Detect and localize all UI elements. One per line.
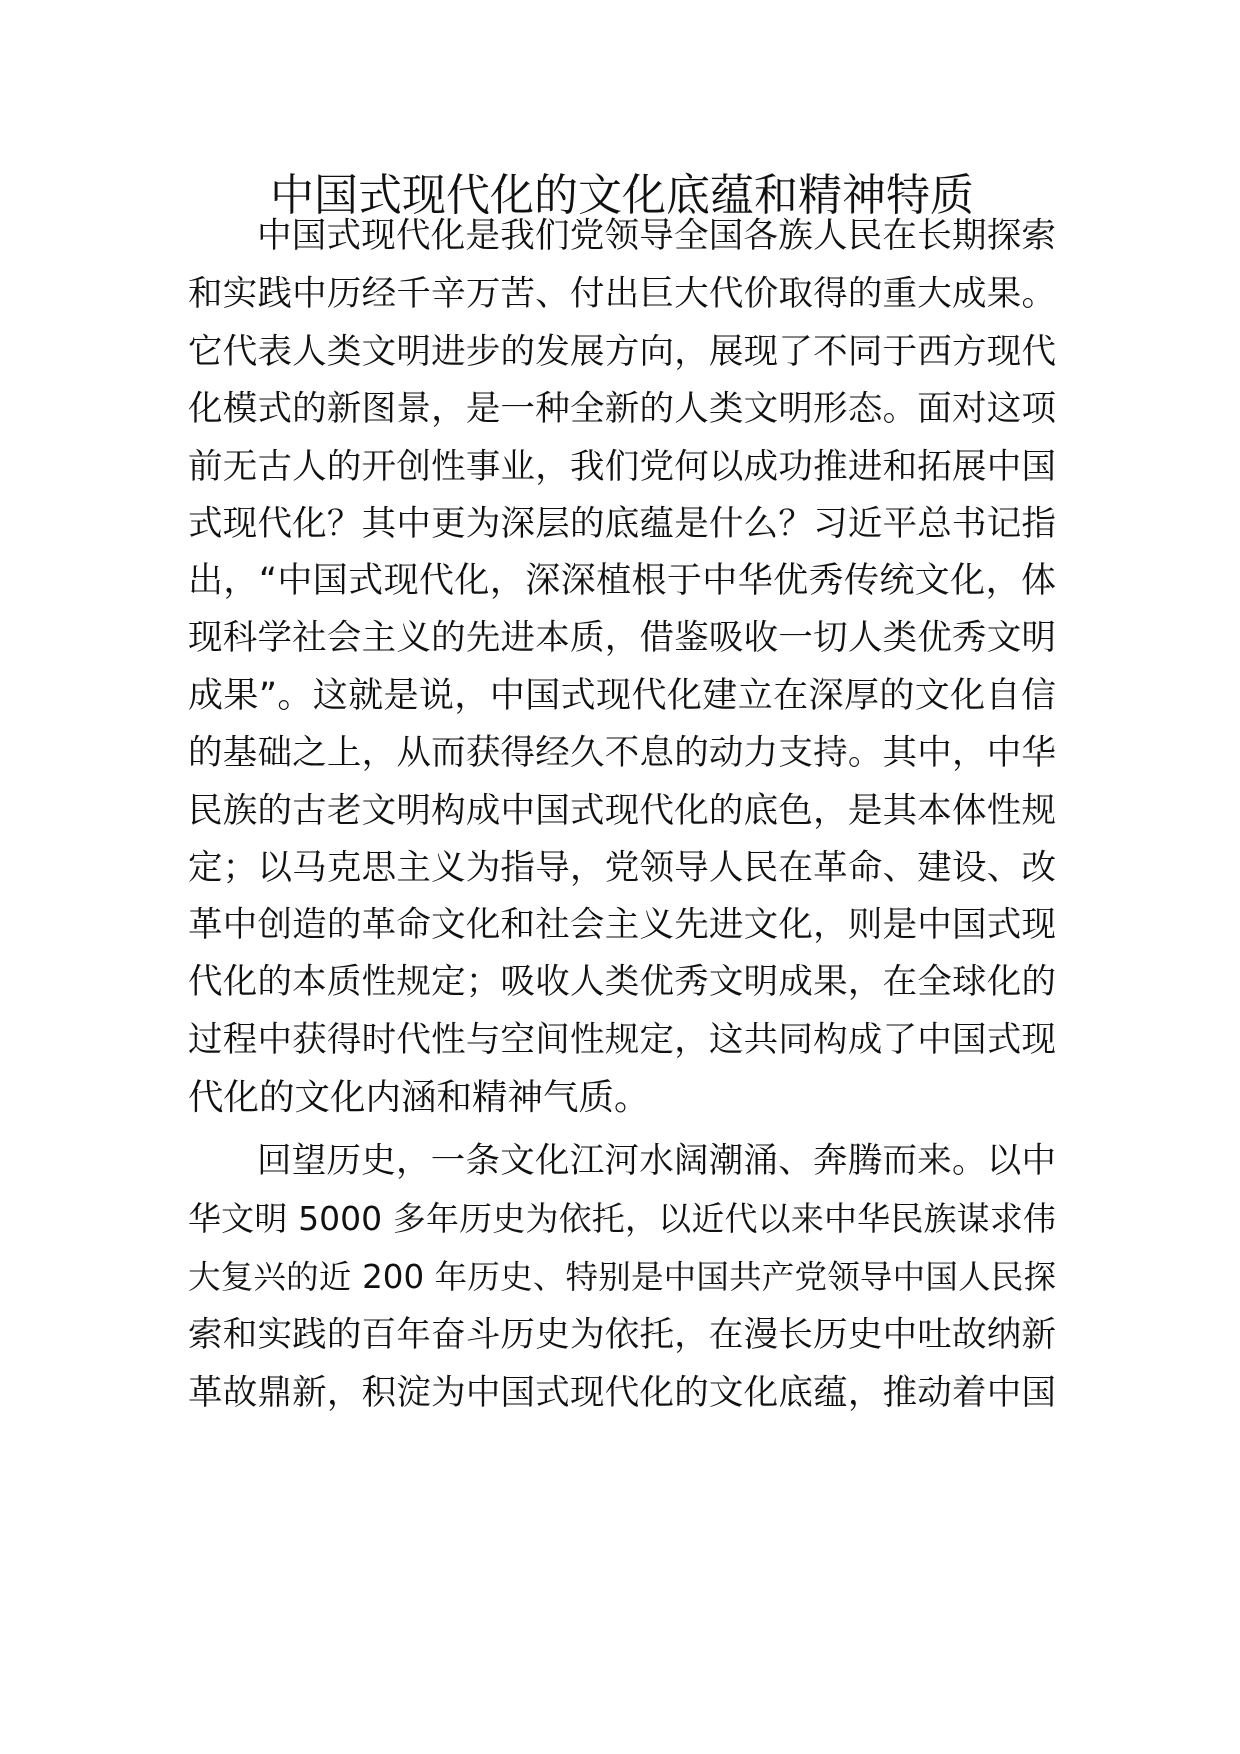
paragraph-1-line-12: 定；以马克思主义为指导，党领导人民在革命、建设、改 xyxy=(188,848,1056,888)
paragraph-1-line-16: 代化的文化内涵和精神气质。 xyxy=(188,1077,650,1118)
document-title: 中国式现代化的文化底蕴和精神特质 xyxy=(270,170,974,221)
paragraph-1-line-11: 民族的古老文明构成中国式现代化的底色，是其本体性规 xyxy=(188,791,1056,831)
paragraph-2-line-1: 回望历史，一条文化江河水阔潮涌、奔腾而来。以中 xyxy=(257,1141,1056,1181)
paragraph-1-line-15: 过程中获得时代性与空间性规定，这共同构成了中国式现 xyxy=(188,1020,1056,1060)
paragraph-1-line-7: 出，“中国式现代化，深深植根于中华优秀传统文化，体 xyxy=(188,561,1056,601)
paragraph-1-line-4: 化模式的新图景，是一种全新的人类文明形态。面对这项 xyxy=(188,389,1056,429)
paragraph-1-line-14: 代化的本质性规定；吸收人类优秀文明成果，在全球化的 xyxy=(188,962,1056,1002)
paragraph-2-line-3: 大复兴的近 200 年历史、特别是中国共产党领导中国人民探 xyxy=(188,1258,1056,1296)
paragraph-1-line-9: 成果”。这就是说，中国式现代化建立在深厚的文化自信 xyxy=(188,676,1056,716)
paragraph-2-line-4: 索和实践的百年奋斗历史为依托，在漫长历史中吐故纳新 xyxy=(188,1315,1056,1355)
paragraph-1-line-1: 中国式现代化是我们党领导全国各族人民在长期探索 xyxy=(257,216,1056,256)
paragraph-1-line-6: 式现代化？其中更为深层的底蕴是什么？习近平总书记指 xyxy=(188,504,1056,544)
paragraph-1-line-2: 和实践中历经千辛万苦、付出巨大代价取得的重大成果。 xyxy=(188,274,1056,314)
paragraph-1-line-5: 前无古人的开创性事业，我们党何以成功推进和拓展中国 xyxy=(188,447,1056,487)
paragraph-1-line-8: 现科学社会主义的先进本质，借鉴吸收一切人类优秀文明 xyxy=(188,618,1056,658)
paragraph-2-line-5: 革故鼎新，积淀为中国式现代化的文化底蕴，推动着中国 xyxy=(188,1373,1056,1413)
paragraph-1-line-13: 革中创造的革命文化和社会主义先进文化，则是中国式现 xyxy=(188,905,1056,945)
paragraph-1-line-3: 它代表人类文明进步的发展方向，展现了不同于西方现代 xyxy=(188,332,1056,372)
paragraph-2-line-2: 华文明 5000 多年历史为依托，以近代以来中华民族谋求伟 xyxy=(188,1199,1056,1238)
paragraph-1-line-10: 的基础之上，从而获得经久不息的动力支持。其中，中华 xyxy=(188,733,1056,773)
